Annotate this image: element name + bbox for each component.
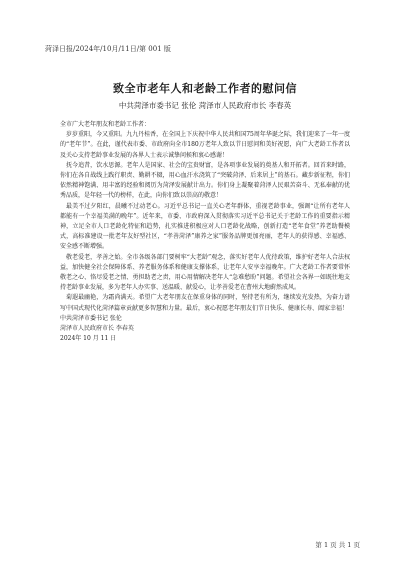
body-paragraph: 菊遐最幽艳，为霜尚满天。希望广大老年朋友在保重身体的同时，坚持老有所为，继续发光发热，为奋力谱写中国式现代化菏泽篇章贡献更多智慧和力量。最后，衷心祝愿老年朋友们节日快乐、健康长寿、阖家幸福！ [60,294,350,312]
body-paragraph: 岁岁重阳，今又重阳。九九丹桂香，在全国上下庆祝中华人民共和国75周年华诞之际，我们迎来了一年一度的“老年节”。在此，谨代表市委、市政府向全市180万老年人致以节日慰问和美好祝愿，向广大老龄工作者以及关心支持老龄事业发展的各界人士表示诚挚问候和衷心感谢！ [60,131,350,159]
letter-title: 致全市老年人和老龄工作者的慰问信 [113,82,297,95]
page-footer: 第 1 页 共 1 页 [315,541,360,549]
signature-line: 菏泽市人民政府市长 李春英 [60,325,134,333]
body-paragraph: 抚今追昔，饮水思源。老年人是国家、社会的宝贵财富，是各项事业发展的奠基人和开拓者。回首来时路，你们在各自战线上践行职责、勤耕不辍，用心血汗水浇筑了“突破菏泽、后来居上”的基石。藏步新征程，你们依然精神饱满、用丰富的经验和阅历为菏泽发展献计出力。你们身上凝聚着菏泽人民艰苦奋斗、无私奉献的优秀品质，是年轻一代的榜样，在此，向你们致以崇高的敬意！ [60,161,350,200]
newspaper-source-line: 菏泽日报/2024年/10月/11日/第 001 版 [45,45,171,53]
letter-signers: 中共菏泽市委书记 张伦 菏泽市人民政府市长 李春英 [118,101,292,110]
body-paragraph: 最美不过夕阳红，晨曦不过动老心。习近平总书记一直关心老年群体，重视老龄事业，强调“让所有老年人都能有一个幸福美满的晚年”。近年来，市委、市政府深入贯彻落实习近平总书记关于老龄工作的重要指示精神，立足全市人口老龄化特征和趋势，扎实推进积极应对人口老龄化战略，创新打造“老年食堂”养老助餐模式，高标准建设一批老年友好型社区，“孝善菏泽”康养之家”服务品牌更加亮丽，老年人的获得感、幸福感、安全感不断增强。 [60,202,350,251]
letter-body [60,120,350,344]
salutation: 全市广大老年朋友和老龄工作者： [60,121,151,128]
signature-date: 2024年 10 月 11 日 [60,335,117,343]
signature-line: 中共菏泽市委书记 张伦 [60,314,122,322]
body-paragraph: 敬老爱老，孝善之始。全市各级各部门要树牢“大老龄”观念，落实好老年人优待政策，维护好老年人合法权益，加快健全社会保障体系、养老服务体系和健康支撑体系，让老年人安享幸福晚年。广大老龄工作者要常怀敬老之心、恪尽爱老之情、勇担助老之责，用心用情解决老年人“急难愁盼”问题。希望社会各界一如既往地支持老龄事业发展，多为老年人办实事、送温暖、献爱心，让孝善爱老在曹州大地蔚然成风。 [60,253,350,292]
